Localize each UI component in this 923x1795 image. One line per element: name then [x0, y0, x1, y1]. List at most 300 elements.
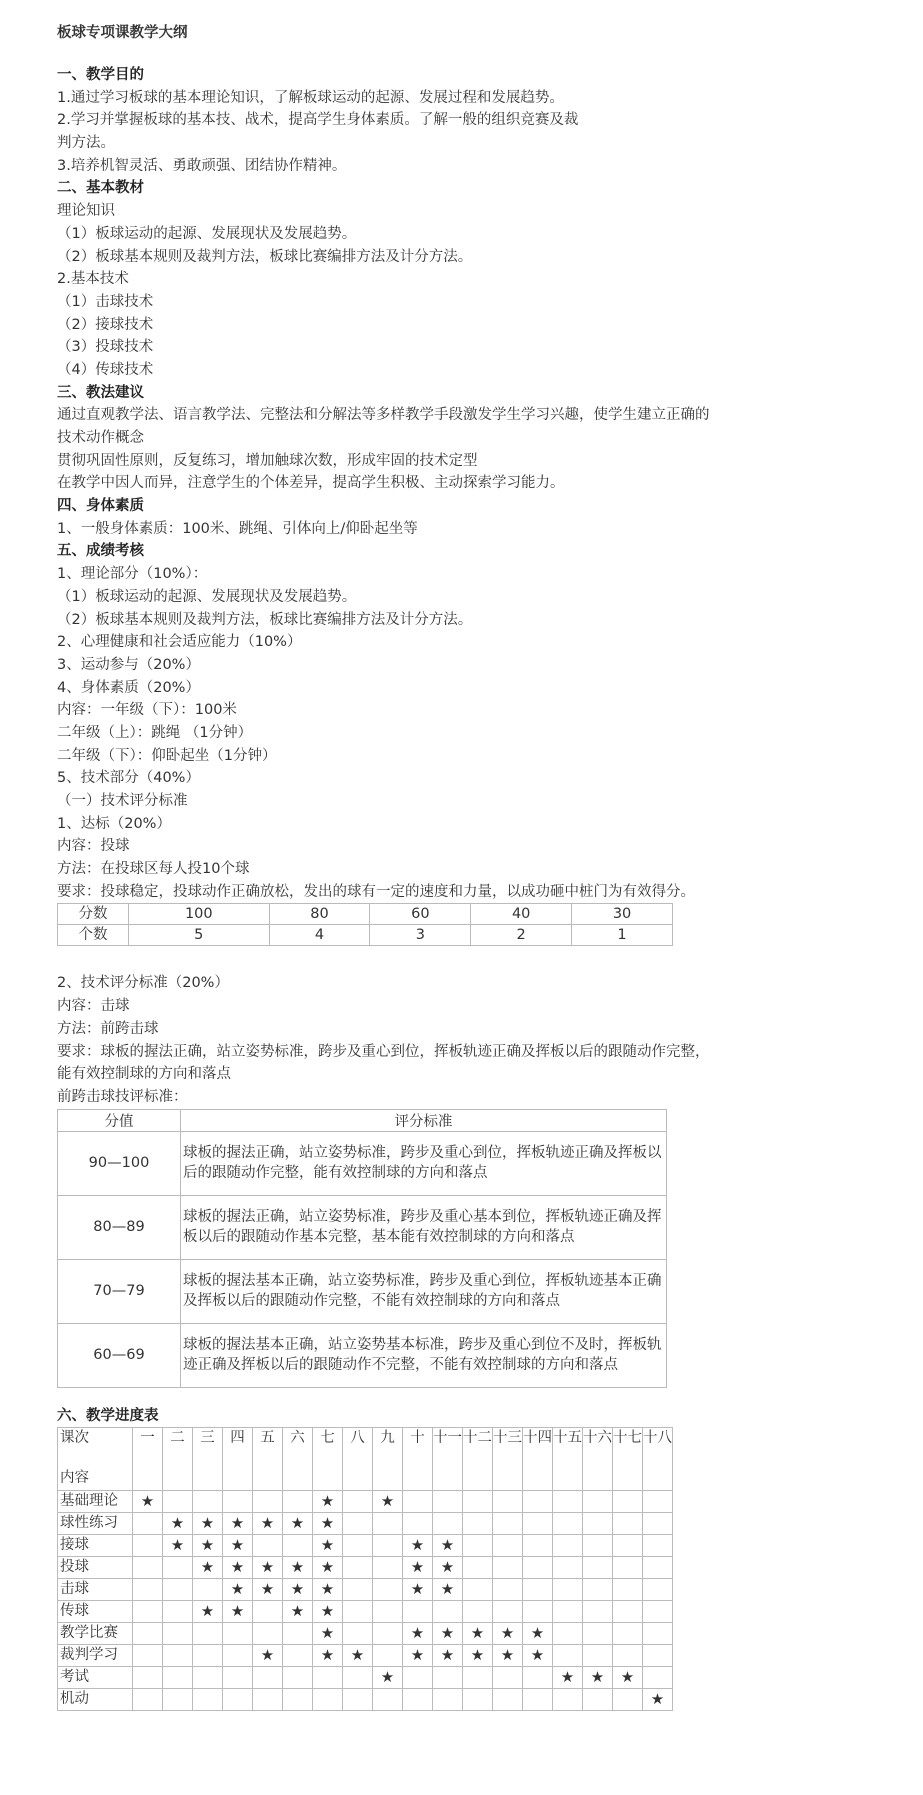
schedule-cell	[373, 1491, 403, 1513]
star-icon: ★	[230, 1514, 245, 1533]
schedule-cell	[343, 1667, 373, 1689]
table-cell: 40	[471, 904, 572, 925]
schedule-cell	[643, 1535, 673, 1557]
schedule-cell	[553, 1645, 583, 1667]
schedule-cell	[463, 1557, 493, 1579]
schedule-cell	[523, 1689, 553, 1711]
schedule-cell	[283, 1667, 313, 1689]
star-icon: ★	[410, 1536, 425, 1555]
schedule-cell	[433, 1689, 463, 1711]
table-cell: 分数	[58, 904, 129, 925]
schedule-cell	[613, 1601, 643, 1623]
week-header: 九	[373, 1428, 403, 1491]
star-icon: ★	[500, 1646, 515, 1665]
schedule-cell	[163, 1579, 193, 1601]
star-icon: ★	[440, 1536, 455, 1555]
schedule-cell	[313, 1513, 343, 1535]
corner-label-bottom: 内容	[60, 1470, 89, 1487]
schedule-cell	[463, 1535, 493, 1557]
table-row	[58, 1557, 673, 1579]
schedule-cell	[193, 1513, 223, 1535]
schedule-cell	[463, 1513, 493, 1535]
text-line: 要求：投球稳定，投球动作正确放松，发出的球有一定的速度和力量，以成功砸中桩门为有效得分。	[57, 883, 695, 900]
week-header: 十八	[643, 1428, 673, 1491]
schedule-cell	[283, 1645, 313, 1667]
schedule-cell	[613, 1579, 643, 1601]
schedule-cell	[193, 1579, 223, 1601]
schedule-cell	[163, 1689, 193, 1711]
star-icon: ★	[170, 1514, 185, 1533]
table-cell: 3	[370, 925, 471, 946]
schedule-cell	[283, 1689, 313, 1711]
schedule-cell	[163, 1645, 193, 1667]
schedule-cell	[133, 1623, 163, 1645]
schedule-cell	[253, 1535, 283, 1557]
schedule-cell	[193, 1667, 223, 1689]
star-icon: ★	[320, 1646, 335, 1665]
star-icon: ★	[320, 1580, 335, 1599]
star-icon: ★	[380, 1668, 395, 1687]
text-line: 方法：前跨击球	[57, 1020, 159, 1037]
schedule-cell	[583, 1557, 613, 1579]
week-header: 三	[193, 1428, 223, 1491]
table-cell: 80—89	[58, 1195, 181, 1259]
star-icon: ★	[140, 1492, 155, 1511]
star-icon: ★	[320, 1492, 335, 1511]
text-line: 内容：一年级（下）：100米	[57, 702, 237, 719]
text-line: （2）板球基本规则及裁判方法，板球比赛编排方法及计分方法。	[57, 248, 473, 265]
schedule-cell	[343, 1601, 373, 1623]
schedule-cell	[283, 1601, 313, 1623]
star-icon: ★	[290, 1602, 305, 1621]
schedule-cell	[223, 1491, 253, 1513]
schedule-cell	[553, 1491, 583, 1513]
star-icon: ★	[410, 1580, 425, 1599]
schedule-cell	[163, 1535, 193, 1557]
schedule-cell	[253, 1579, 283, 1601]
section-heading-fitness: 四、身体素质	[57, 498, 144, 515]
schedule-cell	[493, 1667, 523, 1689]
schedule-cell	[613, 1645, 643, 1667]
schedule-cell	[403, 1645, 433, 1667]
schedule-cell	[493, 1557, 523, 1579]
star-icon: ★	[590, 1668, 605, 1687]
table-corner-cell	[58, 1428, 133, 1491]
star-icon: ★	[320, 1624, 335, 1643]
star-icon: ★	[410, 1558, 425, 1577]
text-line: 5、技术部分（40%）	[57, 770, 200, 787]
text-line: 贯彻巩固性原则，反复练习，增加触球次数，形成牢固的技术定型	[57, 452, 478, 469]
star-icon: ★	[320, 1514, 335, 1533]
schedule-cell	[493, 1491, 523, 1513]
text-line: （2）板球基本规则及裁判方法，板球比赛编排方法及计分方法。	[57, 611, 473, 628]
schedule-cell	[163, 1623, 193, 1645]
schedule-cell	[253, 1513, 283, 1535]
schedule-cell	[613, 1513, 643, 1535]
row-label: 击球	[58, 1579, 133, 1601]
schedule-cell	[283, 1513, 313, 1535]
schedule-cell	[403, 1579, 433, 1601]
table-cell: 60	[370, 904, 471, 925]
corner-label-top: 课次	[60, 1430, 89, 1447]
week-header: 二	[163, 1428, 193, 1491]
schedule-cell	[163, 1513, 193, 1535]
section-heading-schedule: 六、教学进度表	[57, 1407, 159, 1424]
schedule-cell	[373, 1513, 403, 1535]
schedule-cell	[403, 1689, 433, 1711]
schedule-cell	[643, 1579, 673, 1601]
text-line: 理论知识	[57, 203, 115, 220]
schedule-cell	[403, 1601, 433, 1623]
text-line: 1、理论部分（10%）：	[57, 566, 208, 583]
week-header: 十二	[463, 1428, 493, 1491]
row-label: 基础理论	[58, 1491, 133, 1513]
star-icon: ★	[230, 1580, 245, 1599]
text-line: 方法：在投球区每人投10个球	[57, 861, 250, 878]
week-header: 十	[403, 1428, 433, 1491]
table-cell: 80	[269, 904, 370, 925]
section-heading-objectives: 一、教学目的	[57, 67, 144, 83]
schedule-cell	[373, 1535, 403, 1557]
schedule-cell	[433, 1645, 463, 1667]
table-row	[58, 1689, 673, 1711]
schedule-cell	[523, 1623, 553, 1645]
schedule-cell	[133, 1579, 163, 1601]
star-icon: ★	[440, 1580, 455, 1599]
text-line: 2.学习并掌握板球的基本技、战术，提高学生身体素质。了解一般的组织竞赛及裁	[57, 112, 579, 129]
star-icon: ★	[260, 1646, 275, 1665]
star-icon: ★	[410, 1646, 425, 1665]
schedule-cell	[403, 1623, 433, 1645]
schedule-cell	[553, 1601, 583, 1623]
scoring-standard-table	[57, 1109, 667, 1388]
schedule-cell	[583, 1645, 613, 1667]
week-header: 六	[283, 1428, 313, 1491]
week-header: 一	[133, 1428, 163, 1491]
star-icon: ★	[650, 1690, 665, 1709]
schedule-cell	[223, 1667, 253, 1689]
star-icon: ★	[290, 1580, 305, 1599]
schedule-cell	[343, 1579, 373, 1601]
schedule-cell	[583, 1491, 613, 1513]
schedule-cell	[553, 1689, 583, 1711]
star-icon: ★	[440, 1624, 455, 1643]
schedule-cell	[523, 1513, 553, 1535]
schedule-cell	[163, 1667, 193, 1689]
table-header: 分值	[58, 1109, 181, 1131]
schedule-cell	[373, 1601, 403, 1623]
schedule-cell	[253, 1645, 283, 1667]
text-line: （1）板球运动的起源、发展现状及发展趋势。	[57, 588, 357, 605]
text-line: 1、一般身体素质：100米、跳绳、引体向上/仰卧起坐等	[57, 520, 418, 537]
table-cell: 4	[269, 925, 370, 946]
schedule-cell	[343, 1513, 373, 1535]
table-cell: 球板的握法基本正确，站立姿势基本标准，跨步及重心到位不及时，挥板轨迹正确及挥板以后的跟随动作不完整，不能有效控制球的方向和落点	[181, 1323, 667, 1387]
schedule-cell	[313, 1645, 343, 1667]
schedule-cell	[613, 1491, 643, 1513]
star-icon: ★	[230, 1536, 245, 1555]
schedule-cell	[133, 1601, 163, 1623]
table-row	[58, 1535, 673, 1557]
star-icon: ★	[470, 1624, 485, 1643]
schedule-cell	[283, 1623, 313, 1645]
schedule-cell	[163, 1557, 193, 1579]
star-icon: ★	[230, 1558, 245, 1577]
schedule-cell	[433, 1579, 463, 1601]
star-icon: ★	[560, 1668, 575, 1687]
schedule-cell	[133, 1645, 163, 1667]
star-icon: ★	[260, 1558, 275, 1577]
table-cell: 球板的握法正确，站立姿势标准，跨步及重心基本到位，挥板轨迹正确及挥板以后的跟随动作基本完整，基本能有效控制球的方向和落点	[181, 1195, 667, 1259]
schedule-cell	[523, 1579, 553, 1601]
schedule-cell	[373, 1667, 403, 1689]
schedule-cell	[583, 1579, 613, 1601]
text-line: （一）技术评分标准	[57, 793, 188, 809]
schedule-cell	[193, 1601, 223, 1623]
schedule-cell	[613, 1623, 643, 1645]
week-header: 四	[223, 1428, 253, 1491]
text-line: 2、技术评分标准（20%）	[57, 975, 229, 992]
star-icon: ★	[470, 1646, 485, 1665]
schedule-cell	[403, 1491, 433, 1513]
schedule-cell	[373, 1645, 403, 1667]
schedule-cell	[553, 1623, 583, 1645]
text-line: 前跨击球技评标准：	[57, 1088, 188, 1105]
star-icon: ★	[320, 1536, 335, 1555]
week-header: 十六	[583, 1428, 613, 1491]
schedule-cell	[613, 1535, 643, 1557]
schedule-cell	[253, 1689, 283, 1711]
star-icon: ★	[230, 1602, 245, 1621]
star-icon: ★	[200, 1514, 215, 1533]
schedule-cell	[583, 1535, 613, 1557]
table-cell: 2	[471, 925, 572, 946]
star-icon: ★	[320, 1558, 335, 1577]
text-line: （1）板球运动的起源、发展现状及发展趋势。	[57, 225, 357, 242]
star-icon: ★	[200, 1558, 215, 1577]
schedule-cell	[193, 1689, 223, 1711]
schedule-cell	[193, 1645, 223, 1667]
schedule-cell	[643, 1645, 673, 1667]
schedule-cell	[193, 1491, 223, 1513]
schedule-cell	[253, 1601, 283, 1623]
schedule-cell	[433, 1667, 463, 1689]
table-cell: 5	[129, 925, 270, 946]
schedule-cell	[463, 1601, 493, 1623]
text-line: 内容：击球	[57, 998, 130, 1015]
schedule-cell	[643, 1667, 673, 1689]
row-label: 传球	[58, 1601, 133, 1623]
schedule-cell	[523, 1557, 553, 1579]
schedule-table	[57, 1427, 673, 1711]
schedule-cell	[373, 1623, 403, 1645]
schedule-cell	[643, 1513, 673, 1535]
star-icon: ★	[290, 1558, 305, 1577]
table-row	[58, 1645, 673, 1667]
text-line: 能有效控制球的方向和落点	[57, 1066, 231, 1083]
star-icon: ★	[500, 1624, 515, 1643]
schedule-cell	[553, 1535, 583, 1557]
schedule-cell	[343, 1645, 373, 1667]
schedule-cell	[553, 1557, 583, 1579]
schedule-cell	[313, 1579, 343, 1601]
schedule-cell	[313, 1667, 343, 1689]
schedule-cell	[523, 1645, 553, 1667]
star-icon: ★	[440, 1558, 455, 1577]
row-label: 接球	[58, 1535, 133, 1557]
schedule-cell	[373, 1579, 403, 1601]
schedule-cell	[223, 1579, 253, 1601]
schedule-cell	[313, 1557, 343, 1579]
table-row	[58, 1195, 667, 1259]
schedule-cell	[133, 1557, 163, 1579]
schedule-cell	[403, 1667, 433, 1689]
schedule-cell	[433, 1623, 463, 1645]
schedule-cell	[343, 1623, 373, 1645]
table-row	[58, 1323, 667, 1387]
text-line: 通过直观教学法、语言教学法、完整法和分解法等多样教学手段激发学生学习兴趣，使学生建立正确的	[57, 407, 710, 424]
star-icon: ★	[440, 1646, 455, 1665]
schedule-cell	[283, 1535, 313, 1557]
schedule-cell	[253, 1667, 283, 1689]
schedule-cell	[583, 1667, 613, 1689]
table-row	[58, 1109, 667, 1131]
schedule-cell	[643, 1491, 673, 1513]
table-row	[58, 1579, 673, 1601]
schedule-cell	[223, 1557, 253, 1579]
table-row	[58, 1428, 673, 1491]
table-header: 评分标准	[181, 1109, 667, 1131]
week-header: 七	[313, 1428, 343, 1491]
schedule-cell	[463, 1491, 493, 1513]
star-icon: ★	[350, 1646, 365, 1665]
star-icon: ★	[380, 1492, 395, 1511]
schedule-cell	[313, 1601, 343, 1623]
schedule-cell	[193, 1535, 223, 1557]
schedule-cell	[133, 1535, 163, 1557]
text-line: （1）击球技术	[57, 293, 154, 310]
table-row	[58, 1513, 673, 1535]
schedule-cell	[193, 1557, 223, 1579]
week-header: 十三	[493, 1428, 523, 1491]
row-label: 投球	[58, 1557, 133, 1579]
table-cell: 90—100	[58, 1131, 181, 1195]
score-table	[57, 903, 673, 946]
table-cell: 球板的握法基本正确，站立姿势标准，跨步及重心到位，挥板轨迹基本正确及挥板以后的跟随动作完整，不能有效控制球的方向和落点	[181, 1259, 667, 1323]
schedule-cell	[643, 1689, 673, 1711]
star-icon: ★	[260, 1514, 275, 1533]
table-cell: 1	[572, 925, 673, 946]
text-line: （3）投球技术	[57, 339, 154, 356]
schedule-cell	[433, 1601, 463, 1623]
table-row	[58, 1667, 673, 1689]
schedule-cell	[283, 1557, 313, 1579]
text-line: 3.培养机智灵活、勇敢顽强、团结协作精神。	[57, 157, 347, 174]
schedule-cell	[133, 1491, 163, 1513]
table-row	[58, 1601, 673, 1623]
schedule-cell	[283, 1579, 313, 1601]
row-label: 机动	[58, 1689, 133, 1711]
star-icon: ★	[320, 1602, 335, 1621]
schedule-cell	[493, 1535, 523, 1557]
schedule-cell	[373, 1689, 403, 1711]
schedule-cell	[523, 1535, 553, 1557]
schedule-cell	[253, 1623, 283, 1645]
schedule-cell	[553, 1513, 583, 1535]
week-header: 十一	[433, 1428, 463, 1491]
schedule-cell	[223, 1535, 253, 1557]
table-cell: 球板的握法正确，站立姿势标准，跨步及重心到位，挥板轨迹正确及挥板以后的跟随动作完整，能有效控制球的方向和落点	[181, 1131, 667, 1195]
schedule-cell	[133, 1667, 163, 1689]
table-row	[58, 1131, 667, 1195]
star-icon: ★	[530, 1624, 545, 1643]
text-line: 要求：球板的握法正确，站立姿势标准，跨步及重心到位，挥板轨迹正确及挥板以后的跟随动作完整，	[57, 1043, 710, 1060]
schedule-cell	[433, 1513, 463, 1535]
star-icon: ★	[170, 1536, 185, 1555]
text-line: 2、心理健康和社会适应能力（10%）	[57, 634, 302, 651]
text-line: 3、运动参与（20%）	[57, 656, 200, 673]
schedule-cell	[523, 1667, 553, 1689]
schedule-cell	[433, 1557, 463, 1579]
schedule-cell	[493, 1623, 523, 1645]
schedule-cell	[523, 1491, 553, 1513]
schedule-cell	[493, 1601, 523, 1623]
schedule-cell	[163, 1491, 193, 1513]
star-icon: ★	[260, 1580, 275, 1599]
schedule-cell	[253, 1557, 283, 1579]
week-header: 十四	[523, 1428, 553, 1491]
schedule-cell	[403, 1513, 433, 1535]
text-line: 二年级（上）：跳绳 （1分钟）	[57, 724, 253, 741]
schedule-cell	[613, 1689, 643, 1711]
table-row	[58, 925, 673, 946]
schedule-cell	[463, 1667, 493, 1689]
table-cell: 个数	[58, 925, 129, 946]
schedule-cell	[343, 1491, 373, 1513]
table-cell: 30	[572, 904, 673, 925]
schedule-cell	[583, 1513, 613, 1535]
schedule-cell	[433, 1535, 463, 1557]
schedule-cell	[283, 1491, 313, 1513]
text-line: 2.基本技术	[57, 271, 129, 288]
table-cell: 100	[129, 904, 270, 925]
schedule-cell	[223, 1623, 253, 1645]
schedule-cell	[643, 1623, 673, 1645]
week-header: 十五	[553, 1428, 583, 1491]
text-line: 判方法。	[57, 135, 115, 152]
schedule-cell	[583, 1623, 613, 1645]
table-row	[58, 1623, 673, 1645]
schedule-cell	[313, 1689, 343, 1711]
text-line: 4、身体素质（20%）	[57, 679, 200, 696]
star-icon: ★	[620, 1668, 635, 1687]
section-heading-assessment: 五、成绩考核	[57, 543, 144, 560]
week-header: 五	[253, 1428, 283, 1491]
schedule-cell	[493, 1689, 523, 1711]
schedule-cell	[553, 1667, 583, 1689]
text-line: 二年级（下）：仰卧起坐（1分钟）	[57, 747, 277, 764]
schedule-cell	[493, 1645, 523, 1667]
text-line: 1、达标（20%）	[57, 815, 171, 832]
star-icon: ★	[410, 1624, 425, 1643]
text-line: 内容：投球	[57, 838, 130, 855]
schedule-cell	[523, 1601, 553, 1623]
schedule-cell	[463, 1689, 493, 1711]
schedule-cell	[643, 1557, 673, 1579]
table-row	[58, 1259, 667, 1323]
star-icon: ★	[290, 1514, 305, 1533]
schedule-cell	[313, 1535, 343, 1557]
